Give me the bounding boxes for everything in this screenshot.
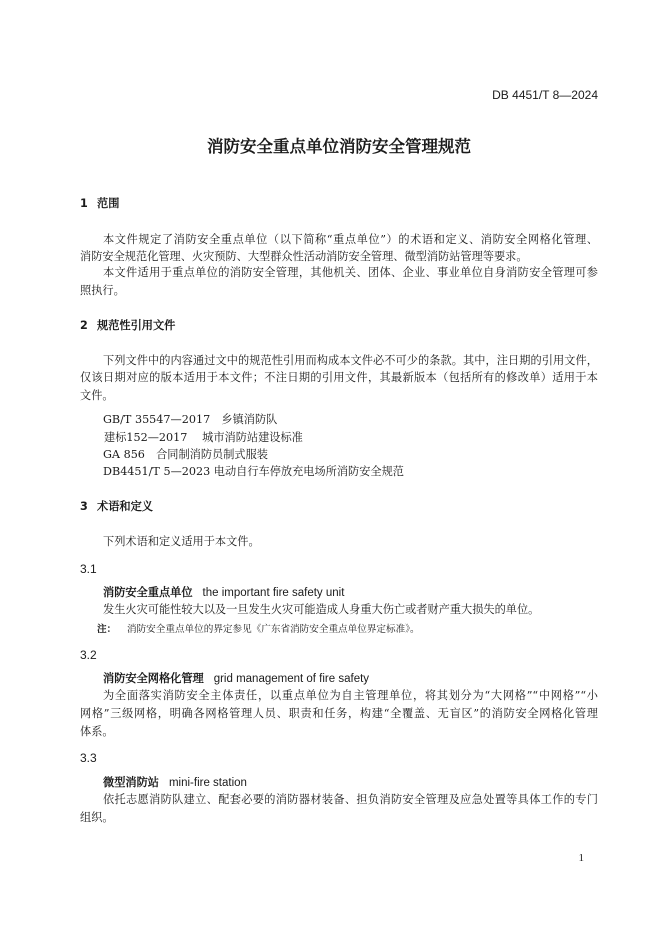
- definition-line: 为全面落实消防安全主体责任，以重点单位为自主管理单位，将其划分为“大网格”“中网格”“小: [103, 689, 598, 702]
- term-chinese: 消防安全重点单位: [103, 586, 193, 599]
- note: [97, 622, 420, 638]
- section-number: 1: [80, 197, 88, 210]
- clause-number: 3.1: [80, 562, 97, 576]
- paragraph-line: 消防安全规范化管理、火灾预防、大型群众性活动消防安全管理、微型消防站管理等要求。: [80, 250, 528, 263]
- definition-line: 依托志愿消防队建立、配套必要的消防器材装备、担负消防安全管理及应急处置等具体工作的专门: [103, 793, 598, 806]
- definition-line: 发生火灾可能性较大以及一旦发生火灾可能造成人身重大伤亡或者财产重大损失的单位。: [103, 603, 540, 616]
- section-intro: 下列术语和定义适用于本文件。: [103, 535, 260, 548]
- section-1-heading: [80, 196, 119, 212]
- section-2-heading: [80, 318, 175, 334]
- section-title: 术语和定义: [97, 500, 153, 513]
- section-title: 规范性引用文件: [97, 319, 176, 332]
- paragraph-line: 本文件规定了消防安全重点单位（以下简称“重点单位”）的术语和定义、消防安全网格化管理、: [103, 233, 598, 246]
- section-number: 3: [80, 500, 88, 513]
- paragraph-line: 文件。: [80, 389, 114, 402]
- document-title: 消防安全重点单位消防安全管理规范: [207, 137, 471, 156]
- reference-item: DB4451/T 5—2023 电动自行车停放充电场所消防安全规范: [103, 465, 404, 478]
- definition-line: 组织。: [80, 811, 114, 824]
- clause-number: 3.3: [80, 751, 97, 765]
- definition-line: 网格”三级网格，明确各网格管理人员、职责和任务，构建“全覆盖、无盲区”的消防安全网格化管理: [80, 707, 598, 720]
- term-english: mini-fire station: [168, 777, 247, 789]
- note-label: 注：: [97, 624, 117, 635]
- reference-item: GA 856 合同制消防员制式服装: [103, 448, 268, 461]
- section-3-heading: [80, 499, 153, 515]
- clause-number: 3.2: [80, 648, 97, 662]
- paragraph-line: 本文件适用于重点单位的消防安全管理，其他机关、团体、企业、事业单位自身消防安全管理可参: [103, 266, 598, 279]
- note-text: 消防安全重点单位的界定参见《广东省消防安全重点单位界定标准》。: [127, 624, 420, 635]
- term-english: the important fire safety unit: [202, 587, 345, 599]
- paragraph-line: 下列文件中的内容通过文中的规范性引用而构成本文件必不可少的条款。其中，注日期的引用文件，: [103, 354, 598, 367]
- section-number: 2: [80, 319, 88, 332]
- document-code: DB 4451/T 8—2024: [492, 88, 598, 102]
- term-chinese: 消防安全网格化管理: [103, 672, 204, 685]
- term-chinese: 微型消防站: [103, 776, 159, 789]
- paragraph-line: 仅该日期对应的版本适用于本文件；不注日期的引用文件，其最新版本（包括所有的修改单）适用于本: [80, 371, 598, 384]
- reference-item: 建标152—2017 城市消防站建设标准: [104, 431, 303, 444]
- term-english: grid management of fire safety: [213, 673, 370, 685]
- reference-item: GB/T 35547—2017 乡镇消防队: [103, 413, 278, 426]
- term-entry: [103, 775, 247, 791]
- page-number: 1: [578, 852, 584, 864]
- term-entry: [103, 585, 344, 601]
- section-title: 范围: [97, 197, 120, 210]
- term-entry: [103, 671, 369, 687]
- definition-line: 体系。: [80, 725, 114, 738]
- paragraph-line: 照执行。: [80, 284, 125, 297]
